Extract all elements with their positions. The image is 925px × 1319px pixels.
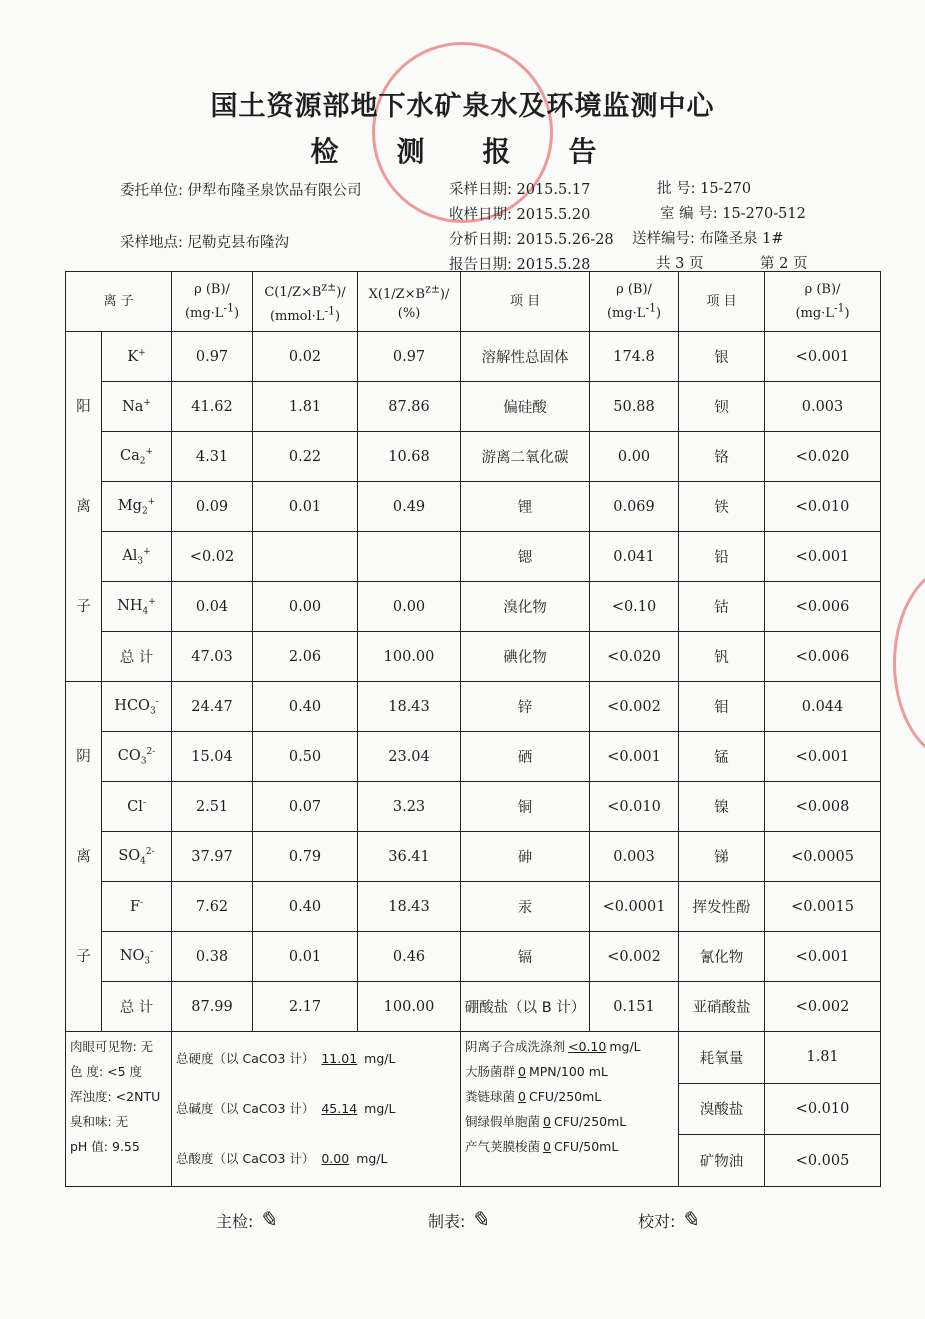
- ion-x: 0.00: [358, 582, 461, 632]
- item-name-mid: 铜: [461, 782, 590, 832]
- item-name-mid: 碘化物: [461, 632, 590, 682]
- extra-item-name: 耗氧量: [679, 1032, 765, 1084]
- table-row: [66, 582, 881, 632]
- item-value-right: 0.003: [765, 382, 881, 432]
- ion-rho: 41.62: [172, 382, 253, 432]
- item-value-right: <0.0015: [765, 882, 881, 932]
- report-org-title: 国土资源部地下水矿泉水及环境监测中心: [210, 91, 715, 122]
- item-value-mid: <0.001: [590, 732, 679, 782]
- item-name-mid: 锂: [461, 482, 590, 532]
- total-pages: 共 3 页: [656, 256, 704, 272]
- item-name-right: 挥发性酚: [679, 882, 765, 932]
- item-name-right: 锑: [679, 832, 765, 882]
- item-value-mid: 174.8: [590, 332, 679, 382]
- ion-rho: 4.31: [172, 432, 253, 482]
- item-value-mid: 0.00: [590, 432, 679, 482]
- ion-rho: 0.09: [172, 482, 253, 532]
- total-c: 2.06: [253, 632, 358, 682]
- extra-item-name: 矿物油: [679, 1135, 765, 1187]
- total-rho: 47.03: [172, 632, 253, 682]
- table-row: [66, 482, 881, 532]
- item-value-mid: <0.010: [590, 782, 679, 832]
- item-value-right: <0.001: [765, 532, 881, 582]
- ion-rho: 24.47: [172, 682, 253, 732]
- item-value-mid: <0.10: [590, 582, 679, 632]
- hardness-block: 总硬度（以 CaCO3 计） 11.01 mg/L 总碱度（以 CaCO3 计） 45.14 mg/L 总酸度（以 CaCO3 计） 0.00 mg/L: [172, 1032, 461, 1187]
- item-name-right: 锰: [679, 732, 765, 782]
- item-value-right: <0.020: [765, 432, 881, 482]
- item-value-right: <0.002: [765, 982, 881, 1032]
- ion-x: 87.86: [358, 382, 461, 432]
- microbiology-block: 阴离子合成洗涤剂 <0.10 mg/L 大肠菌群 0 MPN/100 mL 粪链球菌 0 CFU/250mL 铜绿假单胞菌 0 CFU/250mL 产气荚膜梭菌 0 CFU/50mL: [461, 1032, 679, 1187]
- table-row: [66, 782, 881, 832]
- ion-c: 0.00: [253, 582, 358, 632]
- item-name-mid: 锌: [461, 682, 590, 732]
- item-name-mid: 游离二氧化碳: [461, 432, 590, 482]
- rho-header-mid: ρ (B)/ $(mg\cdot L^{-1})$: [590, 272, 679, 332]
- ion-name: $NH_4^+$: [102, 582, 172, 632]
- ion-x: 10.68: [358, 432, 461, 482]
- ion-c: 0.07: [253, 782, 358, 832]
- item-name-right: 亚硝酸盐: [679, 982, 765, 1032]
- table-row: [66, 382, 881, 432]
- item-value-mid: 0.151: [590, 982, 679, 1032]
- page-number: 第 2 页: [760, 256, 808, 272]
- ion-group-label: 阳 离 子: [66, 332, 102, 682]
- side-seal-stamp: [893, 565, 925, 761]
- ion-group-label: 阴 离 子: [66, 682, 102, 1032]
- item-name-mid: 汞: [461, 882, 590, 932]
- ion-rho: 2.51: [172, 782, 253, 832]
- total-rho: 87.99: [172, 982, 253, 1032]
- extra-item-name: 溴酸盐: [679, 1083, 765, 1135]
- extra-item-value: 1.81: [765, 1032, 881, 1084]
- item-value-right: <0.001: [765, 332, 881, 382]
- ion-c: 0.50: [253, 732, 358, 782]
- item-name-mid: 偏硅酸: [461, 382, 590, 432]
- item-value-right: 0.044: [765, 682, 881, 732]
- ion-c: [253, 532, 358, 582]
- x-header: $X(1/Z\times B^{z\pm})/$ (%): [358, 272, 461, 332]
- item-value-mid: <0.020: [590, 632, 679, 682]
- total-label: 总 计: [102, 632, 172, 682]
- ion-name: $SO_4^{2-}$: [102, 832, 172, 882]
- ion-name: F-: [102, 882, 172, 932]
- ion-rho: 7.62: [172, 882, 253, 932]
- item-value-mid: 0.069: [590, 482, 679, 532]
- checker-handwritten-signature: ✎: [680, 1208, 699, 1233]
- ion-header: 离 子: [66, 272, 172, 332]
- report-date-field: 报告日期: 2015.5.28: [449, 257, 591, 273]
- item-name-right: 钡: [679, 382, 765, 432]
- item-value-right: <0.006: [765, 582, 881, 632]
- sample-date-field: 采样日期: 2015.5.17: [449, 182, 591, 198]
- ion-rho: 15.04: [172, 732, 253, 782]
- rho-header-right: ρ (B)/ $(mg\cdot L^{-1})$: [765, 272, 881, 332]
- item-value-mid: <0.002: [590, 932, 679, 982]
- ion-c: 0.01: [253, 932, 358, 982]
- table-row: [66, 532, 881, 582]
- ion-name: $Ca_2^+$: [102, 432, 172, 482]
- item-name-right: 铁: [679, 482, 765, 532]
- lab-number-field: 室 编 号: 15-270-512: [660, 206, 806, 222]
- ion-x: 0.49: [358, 482, 461, 532]
- bottom-row: [66, 1032, 881, 1084]
- ion-c: 0.40: [253, 682, 358, 732]
- ion-x: 3.23: [358, 782, 461, 832]
- total-c: 2.17: [253, 982, 358, 1032]
- ion-name: Na+: [102, 382, 172, 432]
- ion-c: 0.22: [253, 432, 358, 482]
- item-value-right: <0.0005: [765, 832, 881, 882]
- item-value-mid: <0.0001: [590, 882, 679, 932]
- table-row: [66, 982, 881, 1032]
- ion-name: $Al_3^+$: [102, 532, 172, 582]
- inspector-handwritten-signature: ✎: [258, 1208, 277, 1233]
- item-name-right: 银: [679, 332, 765, 382]
- site-field: 采样地点: 尼勒克县布隆沟: [120, 235, 289, 251]
- extra-item-value: <0.005: [765, 1135, 881, 1187]
- ion-c: 0.01: [253, 482, 358, 532]
- item-name-right: 镍: [679, 782, 765, 832]
- item-value-right: <0.001: [765, 932, 881, 982]
- total-x: 100.00: [358, 632, 461, 682]
- item-value-right: <0.006: [765, 632, 881, 682]
- item-value-mid: <0.002: [590, 682, 679, 732]
- item-header-mid: 项 目: [461, 272, 590, 332]
- ion-c: 1.81: [253, 382, 358, 432]
- ion-x: 18.43: [358, 682, 461, 732]
- ion-c: 0.40: [253, 882, 358, 932]
- item-name-right: 钴: [679, 582, 765, 632]
- item-name-right: 钼: [679, 682, 765, 732]
- item-name-mid: 镉: [461, 932, 590, 982]
- ion-c: 0.79: [253, 832, 358, 882]
- sensory-properties: 肉眼可见物: 无 色 度: <5 度 浑浊度: <2NTU 臭和味: 无 pH 值: 9.55: [66, 1032, 172, 1187]
- rho-header: ρ (B)/ $(mg\cdot L^{-1})$: [172, 272, 253, 332]
- item-value-right: <0.001: [765, 732, 881, 782]
- ion-rho: 0.04: [172, 582, 253, 632]
- item-name-mid: 锶: [461, 532, 590, 582]
- analysis-date-field: 分析日期: 2015.5.26-28: [449, 232, 614, 248]
- ion-rho: <0.02: [172, 532, 253, 582]
- table-row: [66, 732, 881, 782]
- compiler-signature: 制表: ✎: [428, 1208, 489, 1233]
- item-name-mid: 溶解性总固体: [461, 332, 590, 382]
- table-row: [66, 832, 881, 882]
- item-header-right: 项 目: [679, 272, 765, 332]
- ion-x: 23.04: [358, 732, 461, 782]
- item-name-mid: 溴化物: [461, 582, 590, 632]
- table-row: [66, 332, 881, 382]
- item-name-right: 铬: [679, 432, 765, 482]
- ion-name: K+: [102, 332, 172, 382]
- table-row: [66, 682, 881, 732]
- extra-item-value: <0.010: [765, 1083, 881, 1135]
- table-row: [66, 432, 881, 482]
- batch-field: 批 号: 15-270: [657, 181, 752, 197]
- item-value-mid: 50.88: [590, 382, 679, 432]
- table-row: [66, 632, 881, 682]
- ion-name: $HCO_3^-$: [102, 682, 172, 732]
- ion-name: $NO_3^-$: [102, 932, 172, 982]
- item-value-right: <0.010: [765, 482, 881, 532]
- ion-x: 18.43: [358, 882, 461, 932]
- checker-signature: 校对: ✎: [638, 1208, 699, 1233]
- table-row: [66, 882, 881, 932]
- ion-name: Cl-: [102, 782, 172, 832]
- ion-c: 0.02: [253, 332, 358, 382]
- ion-x: 0.46: [358, 932, 461, 982]
- item-value-mid: 0.003: [590, 832, 679, 882]
- client-field: 委托单位: 伊犁布隆圣泉饮品有限公司: [120, 183, 362, 199]
- ion-rho: 0.38: [172, 932, 253, 982]
- item-value-right: <0.008: [765, 782, 881, 832]
- total-x: 100.00: [358, 982, 461, 1032]
- c-header: $C(1/Z\times B^{z\pm})/$ $(mmol\cdot L^{-1})$: [253, 272, 358, 332]
- ion-name: $Mg_2^+$: [102, 482, 172, 532]
- receive-date-field: 收样日期: 2015.5.20: [449, 207, 591, 223]
- ion-rho: 37.97: [172, 832, 253, 882]
- header-row: [66, 272, 881, 332]
- item-name-right: 氰化物: [679, 932, 765, 982]
- item-name-mid: 硒: [461, 732, 590, 782]
- item-name-right: 铅: [679, 532, 765, 582]
- ion-x: 36.41: [358, 832, 461, 882]
- table-row: [66, 932, 881, 982]
- compiler-handwritten-signature: ✎: [470, 1208, 489, 1233]
- ion-rho: 0.97: [172, 332, 253, 382]
- ion-name: $CO_3^{2-}$: [102, 732, 172, 782]
- ion-x: 0.97: [358, 332, 461, 382]
- report-title: 检测报告: [310, 135, 655, 168]
- sample-number-field: 送样编号: 布隆圣泉 1#: [632, 231, 784, 247]
- ion-x: [358, 532, 461, 582]
- test-results-table: [65, 271, 881, 1187]
- item-name-mid: 硼酸盐（以 B 计）: [461, 982, 590, 1032]
- inspector-signature: 主检: ✎: [216, 1208, 277, 1233]
- item-name-mid: 砷: [461, 832, 590, 882]
- item-name-right: 钒: [679, 632, 765, 682]
- item-value-mid: 0.041: [590, 532, 679, 582]
- total-label: 总 计: [102, 982, 172, 1032]
